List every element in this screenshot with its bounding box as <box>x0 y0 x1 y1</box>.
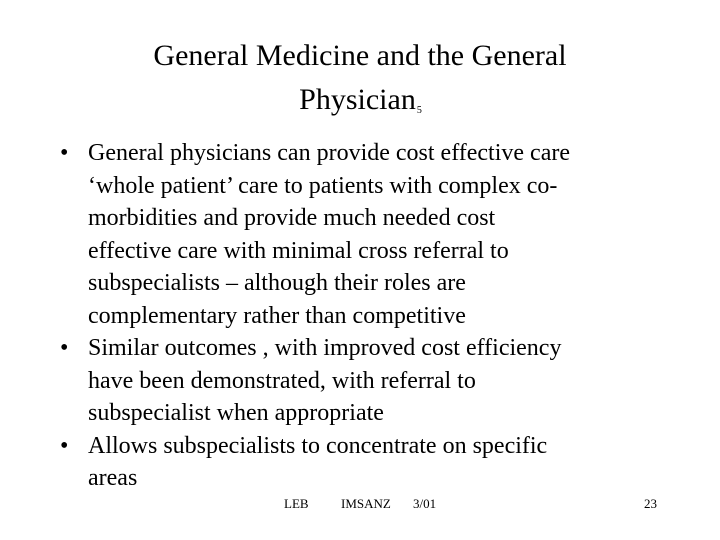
bullet-line: effective care with minimal cross referral to <box>88 237 509 264</box>
bullet-line: subspecialist when appropriate <box>88 400 384 426</box>
bullet-line: complementary rather than competitive <box>88 302 466 329</box>
bullet-line: Similar outcomes , with improved cost efficiency <box>88 335 562 361</box>
footer-organization: IMSANZ <box>341 496 391 511</box>
slide-title-line-1 <box>0 34 720 78</box>
slide-title-line-2 <box>0 78 720 129</box>
bullet-list <box>60 137 700 495</box>
bullet-line: Allows subspecialists to concentrate on specific <box>88 432 548 459</box>
title-superscript: 5 <box>416 105 422 116</box>
bullet-line: areas <box>88 465 138 491</box>
footer-author: LEB <box>284 496 309 511</box>
bullet-marker-icon: • <box>60 335 69 361</box>
bullet-line: ‘whole patient’ care to patients with complex co- <box>88 172 558 199</box>
footer-date: 3/01 <box>413 496 437 511</box>
footer-page-number: 23 <box>644 496 657 511</box>
bullet-line: General physicians can provide cost effective care <box>88 140 570 166</box>
bullet-marker-icon: • <box>60 140 69 166</box>
bullet-item-3 <box>60 430 700 495</box>
bullet-line: morbidities and provide much needed cost <box>88 205 496 231</box>
bullet-item-1 <box>60 137 700 332</box>
slide-title-text-1: General Medicine and the General <box>153 39 567 72</box>
bullet-marker-icon: • <box>60 432 69 459</box>
bullet-line: subspecialists – although their roles are <box>88 270 466 296</box>
bullet-line: have been demonstrated, with referral to <box>88 367 476 394</box>
slide-title-text-2: Physician <box>299 83 416 116</box>
bullet-item-2 <box>60 332 700 430</box>
